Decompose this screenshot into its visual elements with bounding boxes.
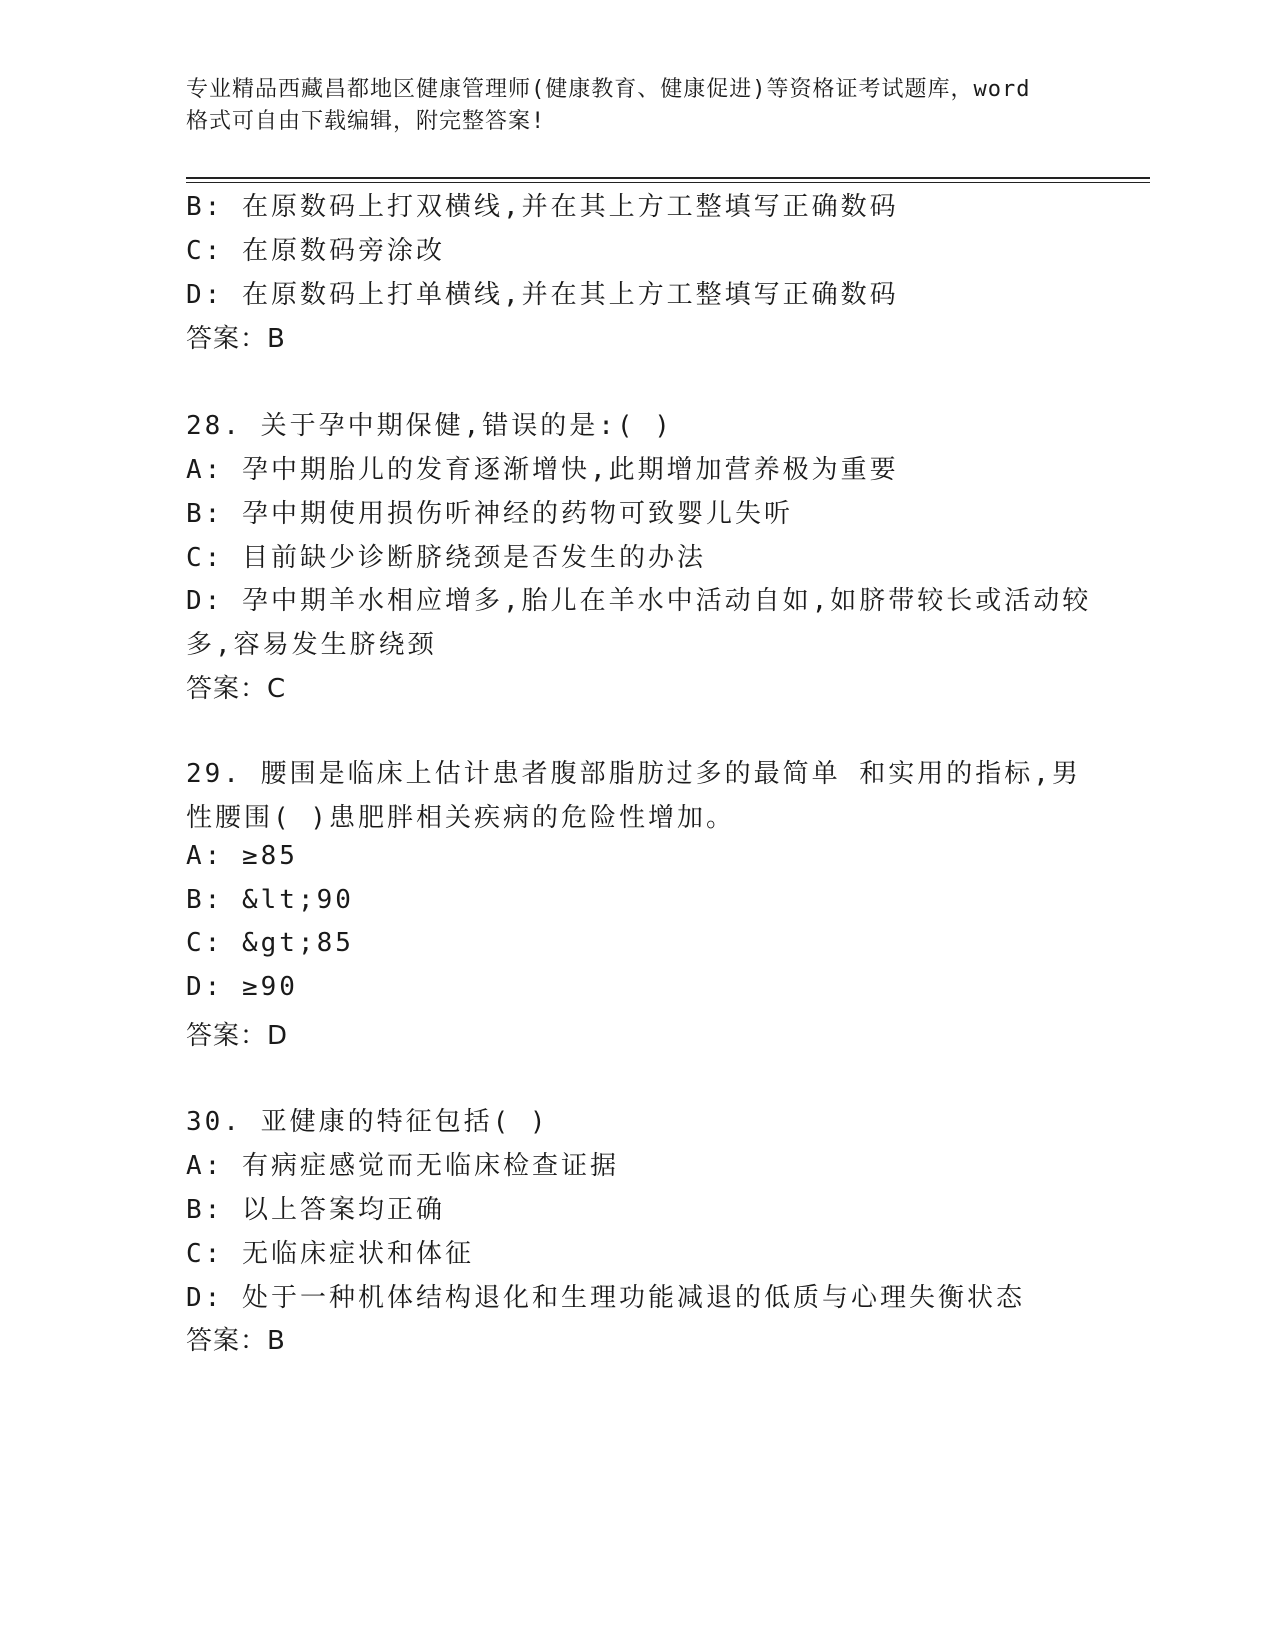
q28-option-d-line1: D: 孕中期羊水相应增多,胎儿在羊水中活动自如,如脐带较长或活动较 xyxy=(186,586,1092,616)
q28-option-a: A: 孕中期胎儿的发育逐渐增快,此期增加营养极为重要 xyxy=(186,455,899,485)
q29-answer: 答案：D xyxy=(186,1021,289,1051)
q30-stem: 30. 亚健康的特征包括( ) xyxy=(186,1107,549,1137)
header-divider-thick xyxy=(186,177,1150,179)
q27-option-c: C: 在原数码旁涂改 xyxy=(186,236,445,266)
q27-option-d: D: 在原数码上打单横线,并在其上方工整填写正确数码 xyxy=(186,280,899,310)
q30-option-c: C: 无临床症状和体征 xyxy=(186,1239,474,1269)
q30-option-d: D: 处于一种机体结构退化和生理功能减退的低质与心理失衡状态 xyxy=(186,1283,1025,1313)
header-line-2: 格式可自由下载编辑，附完整答案! xyxy=(186,109,546,134)
q28-option-d-line2: 多,容易发生脐绕颈 xyxy=(186,630,437,660)
q28-option-c: C: 目前缺少诊断脐绕颈是否发生的办法 xyxy=(186,543,706,573)
header-line-1: 专业精品西藏昌都地区健康管理师(健康教育、健康促进)等资格证考试题库，word xyxy=(186,77,1031,102)
q29-stem-line1: 29. 腰围是临床上估计患者腹部脂肪过多的最简单 和实用的指标,男 xyxy=(186,759,1081,789)
q29-option-b: B: &lt;90 xyxy=(186,885,354,915)
q29-stem-line2: 性腰围( )患肥胖相关疾病的危险性增加。 xyxy=(186,803,735,833)
q28-answer: 答案：C xyxy=(186,674,287,704)
q29-option-d: D: ≥90 xyxy=(186,972,298,1002)
q29-option-c: C: &gt;85 xyxy=(186,928,354,958)
q27-option-b: B: 在原数码上打双横线,并在其上方工整填写正确数码 xyxy=(186,192,899,222)
q30-option-a: A: 有病症感觉而无临床检查证据 xyxy=(186,1151,619,1181)
page-header xyxy=(186,74,1086,138)
q28-stem: 28. 关于孕中期保健,错误的是:( ) xyxy=(186,411,673,441)
q29-option-a: A: ≥85 xyxy=(186,841,298,871)
q30-answer: 答案：B xyxy=(186,1326,286,1356)
q27-answer: 答案：B xyxy=(186,324,286,354)
header-divider-thin xyxy=(186,182,1150,183)
q28-option-b: B: 孕中期使用损伤听神经的药物可致婴儿失听 xyxy=(186,499,793,529)
q30-option-b: B: 以上答案均正确 xyxy=(186,1195,445,1225)
